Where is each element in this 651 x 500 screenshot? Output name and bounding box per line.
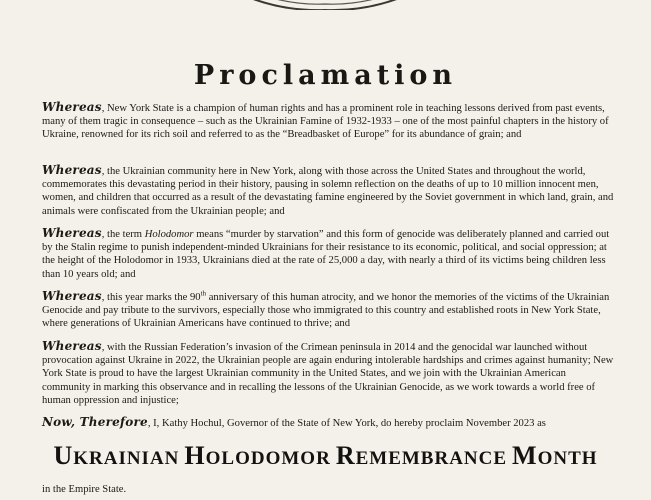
- paragraph-text: , New York State is a champion of human rights and has a prominent role in teaching lessons derived from past events, many of them tragic in consequence – such as the Ukrainian Famine of 1932-1933 – one of the most painful chapters in the history of Ukraine, renowned for its rich soil and referred to as the “Breadbasket of Europe” for its abundance of grain; and: [42, 103, 609, 141]
- month-word: HOLODOMOR: [184, 441, 331, 470]
- paragraph-text: , the Ukrainian community here in New York, along with those across the United States and throughout the world, commemorates this devastating period in their history, pausing in solemn reflection on the deaths of up to 10 million innocent men, women, and children that occurred as a result of the devastating famine engineered by the Soviet government in which land, grain, and animals were confiscated from the Ukrainian people; and: [42, 166, 614, 217]
- whereas-paragraph-3: [42, 227, 616, 281]
- paragraph-text: anniversary of this human atrocity, and we honor the memories of the victims of the Ukrainian Genocide and pay tribute to the survivors, especially those who immigrated to this country and established roots in New York State, where generations of Ukrainian Americans have continued to thrive; and: [42, 292, 610, 330]
- whereas-label: Whereas: [42, 100, 102, 114]
- whereas-label: Whereas: [42, 163, 102, 177]
- ordinal-suffix: th: [200, 289, 207, 298]
- whereas-paragraph-1: [42, 101, 616, 142]
- now-therefore-label: Now, Therefore: [42, 415, 148, 429]
- whereas-label: Whereas: [42, 226, 102, 240]
- proclamation-title: Proclamation: [193, 60, 458, 91]
- whereas-paragraph-5: [42, 340, 616, 407]
- month-word: MONTH: [512, 441, 598, 470]
- month-word: REMEMBRANCE: [335, 441, 508, 470]
- paragraph-text: , with the Russian Federation’s invasion of the Crimean peninsula in 2014 and the genocidal war launched without provocation against Ukraine in 2022, the Ukrainian people are again enduring intolerable hardships and crimes against humanity; New York State is proud to have the largest Ukrainian community in the United States, and we join with the Ukrainian American community in marking this observance and in recalling the lessons of the Ukrainian Genocide, as we work towards a world free of human oppression and injustice;: [42, 342, 614, 406]
- state-seal-flourish: [205, 0, 445, 10]
- paragraph-text: , I, Kathy Hochul, Governor of the State of New York, do hereby proclaim November 2023 as: [147, 418, 546, 429]
- month-word: UKRAINIAN: [53, 441, 180, 470]
- paragraph-text: means “murder by starvation” and this form of genocide was deliberately planned and carried out by the Stalin regime to punish independent-minded Ukrainians for their resistance to its economic, political, and social oppression; at the height of the Holodomor in 1933, Ukrainians died at the rate of 25,000 a day, with nearly a third of its victims being children less than 10 years old; and: [42, 229, 610, 280]
- whereas-paragraph-4: [42, 290, 616, 331]
- whereas-paragraph-2: [42, 164, 616, 218]
- paragraph-text: , this year marks the 90: [101, 292, 201, 303]
- now-therefore-paragraph: [42, 416, 616, 430]
- holodomor-term: Holodomor: [144, 229, 194, 240]
- proclaimed-month-heading: [0, 441, 651, 471]
- paragraph-text: , the term: [101, 229, 145, 240]
- whereas-label: Whereas: [42, 339, 102, 353]
- whereas-label: Whereas: [42, 289, 102, 303]
- closing-line: in the Empire State.: [42, 484, 127, 495]
